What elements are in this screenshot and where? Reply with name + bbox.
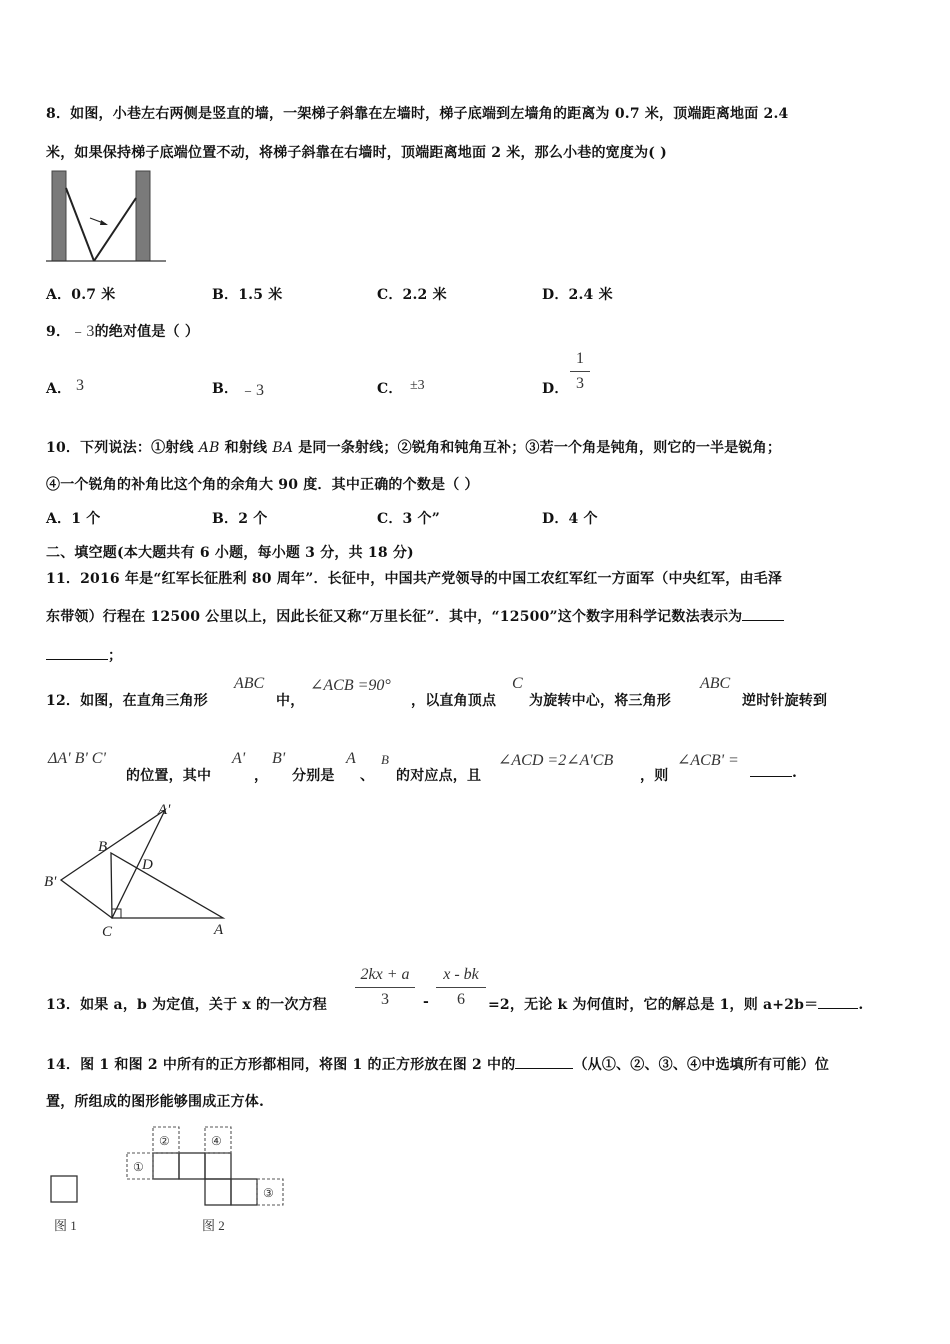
fraction-bar [436, 987, 486, 988]
q12-text-8: 分别是 [292, 768, 335, 784]
q13-fraction-2 [436, 966, 486, 1009]
label-b-prime: B' [44, 874, 57, 890]
ray-ab: AB [198, 440, 220, 456]
fraction-bar [355, 987, 415, 988]
q12-math-angle-acb: ∠ACB =90° [310, 677, 391, 694]
q12-math-triangle-prime: ΔA' B' C' [48, 750, 106, 767]
q14-stem-line1 [46, 1054, 829, 1074]
q11-stem-line2 [46, 606, 784, 626]
arrow-head-icon [100, 220, 108, 225]
q12-text-2: 中， [276, 693, 305, 709]
q10-stem-line2: ④一个锐角的补角比这个角的余角大 90 度．其中正确的个数是（ ） [46, 477, 479, 493]
fraction-bar [570, 371, 590, 372]
q11-answer-blank-2 [46, 659, 108, 660]
fraction-denominator: 3 [381, 991, 389, 1008]
q9-option-b-value: ﹣3 [240, 382, 265, 399]
slot-4-mark: ④ [211, 1134, 222, 1148]
ladder-right [94, 198, 136, 261]
q8-alley-figure [44, 168, 168, 266]
q11-stem-line1: 11．2016 年是“红军长征胜利 80 周年”．长征中，中国共产党领导的中国工农红军红一方面军（中央红军，由毛泽 [46, 571, 783, 587]
q9-stem-math: ﹣3 [70, 323, 95, 340]
q12-math-angle-acb-prime: ∠ACB' = [677, 752, 739, 769]
q12-answer-blank [750, 776, 792, 777]
q12-text-1: 12．如图，在直角三角形 [46, 693, 208, 709]
q13-fraction-1 [355, 966, 415, 1009]
slot-3-mark: ③ [263, 1186, 274, 1200]
q9-stem-text: 的绝对值是（ ） [94, 324, 200, 340]
q12-text-3: ，以直角顶点 [411, 693, 497, 709]
q8-option-b: B．1.5 米 [212, 287, 283, 303]
q14-text-a: 14．图 1 和图 2 中所有的正方形都相同，将图 1 的正方形放在图 2 中的 [46, 1057, 516, 1073]
q10-text-a: 10．下列说法：①射线 [46, 440, 199, 456]
figure-2-caption: 图 2 [202, 1218, 225, 1233]
net-square-1 [153, 1153, 179, 1179]
label-c: C [102, 924, 113, 940]
fraction-numerator: 2kx + a [360, 966, 410, 983]
q12-text-5: 逆时针旋转到 [742, 693, 828, 709]
section-fill-blank-header: 二、填空题(本大题共有 6 小题，每小题 3 分，共 18 分) [46, 545, 414, 561]
q13-minus: - [423, 994, 430, 1010]
q10-option-d: D．4 个 [542, 511, 598, 527]
q8-option-a: A．0.7 米 [46, 287, 116, 303]
q12-text-6: 的位置，其中 [126, 768, 212, 784]
q9-option-a-value: 3 [76, 377, 84, 394]
label-b: B [98, 839, 108, 855]
label-d: D [142, 857, 153, 873]
q14-stem-line2: 置，所组成的图形能够围成正方体. [46, 1094, 265, 1110]
q12-text-10: 的对应点，且 [396, 768, 482, 784]
fraction-numerator: x - bk [443, 966, 479, 983]
q9-number: 9． [46, 324, 71, 340]
q8-option-c: C．2.2 米 [377, 287, 447, 303]
q9-option-c-value: ±3 [410, 378, 425, 393]
q11-semicolon: ； [108, 648, 123, 664]
q12-math-angle-acd: ∠ACD =2∠A'CB [498, 752, 614, 769]
net-square-3 [205, 1153, 231, 1179]
ladder-left [66, 188, 94, 261]
q14-figure-1 [44, 1170, 94, 1240]
figure-1-caption: 图 1 [54, 1218, 77, 1233]
right-wall [136, 171, 150, 261]
q13-answer-blank [818, 1008, 858, 1009]
single-square [51, 1176, 77, 1202]
q9-option-b-label: B． [212, 381, 239, 397]
slot-1-mark: ① [133, 1160, 144, 1174]
label-a: A [214, 922, 224, 938]
net-square-2 [179, 1153, 205, 1179]
q13-period: . [858, 997, 864, 1013]
q10-option-a: A．1 个 [46, 511, 101, 527]
slot-2-mark: ② [159, 1134, 170, 1148]
q12-math-b: B [381, 752, 389, 767]
q12-triangle-figure [40, 798, 240, 946]
q10-text-c: 是同一条射线；②锐角和钝角互补；③若一个角是钝角，则它的一半是锐角； [293, 440, 782, 456]
q12-math-a: A [346, 750, 356, 767]
left-wall [52, 171, 66, 261]
fraction-denominator: 6 [457, 991, 465, 1008]
q10-option-b: B．2 个 [212, 511, 268, 527]
q12-math-c: C [512, 675, 523, 692]
q9-option-c-label: C． [377, 381, 403, 397]
ray-ba: BA [272, 440, 294, 456]
label-a-prime: A' [158, 802, 171, 818]
q10-stem-line1 [46, 437, 781, 457]
q8-stem-line2: 米，如果保持梯子底端位置不动，将梯子斜靠在右墙时，顶端距离地面 2 米，那么小巷的宽度为( ) [46, 145, 668, 161]
q11-answer-blank-1 [742, 620, 784, 621]
q12-math-a-prime: A' [232, 750, 246, 767]
q14-figure-2 [124, 1124, 294, 1236]
q12-text-7: ， [254, 768, 269, 784]
q14-text-b: （从①、②、③、④中选填所有可能）位 [573, 1057, 830, 1073]
q12-math-abc-2: ABC [700, 675, 731, 692]
q12-answer [750, 765, 797, 781]
fraction-numerator: 1 [576, 350, 584, 367]
q12-text-9: 、 [360, 768, 375, 784]
q13-text: =2，无论 k 为何值时，它的解总是 1，则 a+2b＝ [488, 997, 819, 1013]
q9-option-d-label: D． [542, 381, 569, 397]
q13-text-2 [488, 994, 863, 1014]
q11-stem-line3 [46, 645, 122, 665]
q9-stem [46, 318, 199, 341]
q14-answer-blank [515, 1068, 573, 1069]
q9-option-d-fraction [570, 350, 590, 393]
q11-text: 东带领）行程在 12500 公里以上，因此长征又称“万里长征”．其中，“12500”这个数字用科学记数法表示为 [46, 609, 743, 625]
fraction-denominator: 3 [576, 375, 584, 392]
net-square-5 [231, 1179, 257, 1205]
q9-option-a-label: A． [46, 381, 72, 397]
q12-period: . [792, 765, 798, 781]
q12-math-b-prime: B' [272, 750, 286, 767]
q12-text-11: ，则 [640, 768, 669, 784]
q10-text-b: 和射线 [219, 440, 273, 456]
q12-text-4: 为旋转中心，将三角形 [529, 693, 671, 709]
q13-text-1: 13．如果 a，b 为定值，关于 x 的一次方程 [46, 997, 327, 1013]
q10-option-c: C．3 个” [377, 511, 441, 527]
q8-option-d: D．2.4 米 [542, 287, 613, 303]
net-square-4 [205, 1179, 231, 1205]
q8-stem-line1: 8．如图，小巷左右两侧是竖直的墙，一架梯子斜靠在左墙时，梯子底端到左墙角的距离为 0.7 米，顶端距离地面 2.4 [46, 106, 789, 122]
q12-math-abc-1: ABC [234, 675, 265, 692]
